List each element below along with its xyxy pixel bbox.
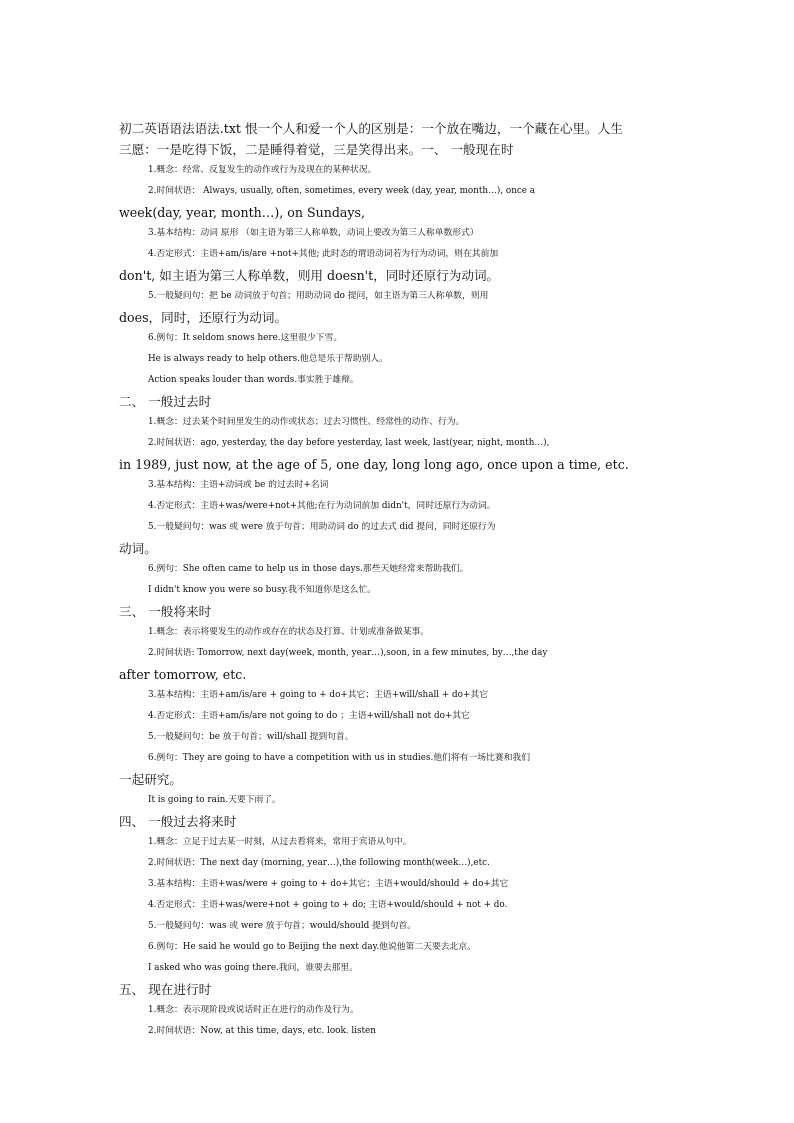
document-line: 动词。 <box>119 541 157 556</box>
document-line: Action speaks louder than words.事实胜于雄辩。 <box>148 375 359 385</box>
document-line: after tomorrow, etc. <box>119 667 247 682</box>
document-line: 3.基本结构：主语+was/were + going to + do+其它；主语+would/should + do+其它 <box>148 879 509 889</box>
document-line: 1.概念：过去某个时间里发生的动作或状态；过去习惯性、经常性的动作、行为。 <box>148 417 465 427</box>
document-line: 三愿：一是吃得下饭，二是睡得着觉，三是笑得出来。一、 一般现在时 <box>119 142 514 157</box>
document-line: 6.例句：He said he would go to Beijing the next day.他说他第二天要去北京。 <box>148 942 476 952</box>
document-line: 二、 一般过去时 <box>119 394 212 409</box>
document-line: 1.概念：表示将要发生的动作或存在的状态及打算、计划或准备做某事。 <box>148 627 430 637</box>
document-line: 6.例句：She often came to help us in those days.那些天她经常来帮助我们。 <box>148 564 469 574</box>
document-line: 3.基本结构：动词 原形 （如主语为第三人称单数，动词上要改为第三人称单数形式） <box>148 228 479 238</box>
document-line: 初二英语语法语法.txt 恨一个人和爱一个人的区别是：一个放在嘴边，一个藏在心里。人生 <box>119 121 623 136</box>
document-line: I didn't know you were so busy.我不知道你是这么忙。 <box>148 585 377 595</box>
document-line: 5.一般疑问句：was 或 were 放于句首；would/should 提到句首。 <box>148 921 417 931</box>
document-line: 3.基本结构：主语+动词或 be 的过去时+名词 <box>148 480 329 490</box>
document-line: 6.例句：They are going to have a competition with us in studies.他们将有一场比赛和我们 <box>148 753 531 763</box>
document-line: 5.一般疑问句：was 或 were 放于句首；用助动词 do 的过去式 did 提问，同时还原行为 <box>148 522 496 532</box>
document-line: 4.否定形式：主语+am/is/are not going to do ；主语+will/shall not do+其它 <box>148 711 470 721</box>
document-line: week(day, year, month…), on Sundays, <box>119 205 365 220</box>
document-line: 1.概念：表示现阶段或说话时正在进行的动作及行为。 <box>148 1005 359 1015</box>
document-line: 6.例句：It seldom snows here.这里很少下雪。 <box>148 333 343 343</box>
document-line: 2.时间状语：ago, yesterday, the day before yesterday, last week, last(year, night, month…), <box>148 438 550 448</box>
document-line: 2.时间状语: Tomorrow, next day(week, month, year…),soon, in a few minutes, by…,the day <box>148 648 548 658</box>
document-line: 2.时间状语： Always, usually, often, sometimes, every week (day, year, month…), once a <box>148 186 536 196</box>
document-line: 5.一般疑问句：be 放于句首；will/shall 提到句首。 <box>148 732 354 742</box>
document-line: 三、 一般将来时 <box>119 604 212 619</box>
document-line: 4.否定形式：主语+was/were+not+其他;在行为动词前加 didn't，同时还原行为动词。 <box>148 501 496 511</box>
document-line: 五、 现在进行时 <box>119 982 212 997</box>
document-line: 1.概念：立足于过去某一时刻，从过去看将来，常用于宾语从句中。 <box>148 837 412 847</box>
document-line: 一起研究。 <box>119 772 182 787</box>
document-line: 2.时间状语：The next day (morning, year…),the following month(week…),etc. <box>148 858 490 868</box>
document-line: 5.一般疑问句：把 be 动词放于句首；用助动词 do 提问，如主语为第三人称单数，则用 <box>148 291 489 301</box>
document-line: 4.否定形式：主语+was/were+not + going to + do; 主语+would/should + not + do. <box>148 900 508 910</box>
document-line: 2.时间状语：Now, at this time, days, etc. look. listen <box>148 1026 376 1036</box>
document-line: 1.概念：经常、反复发生的动作或行为及现在的某种状况。 <box>148 165 377 175</box>
document-line: 3.基本结构：主语+am/is/are + going to + do+其它；主语+will/shall + do+其它 <box>148 690 488 700</box>
document-line: 4.否定形式：主语+am/is/are +not+其他; 此时态的谓语动词若为行为动词，则在其前加 <box>148 249 499 259</box>
document-page <box>119 118 679 1042</box>
document-line: don't, 如主语为第三人称单数，则用 doesn't，同时还原行为动词。 <box>119 268 500 283</box>
document-line: 四、 一般过去将来时 <box>119 814 237 829</box>
document-line: in 1989, just now, at the age of 5, one day, long long ago, once upon a time, etc. <box>119 457 629 472</box>
document-line: I asked who was going there.我问，谁要去那里。 <box>148 963 358 973</box>
document-line: It is going to rain.天要下雨了。 <box>148 795 281 805</box>
document-line: does，同时，还原行为动词。 <box>119 310 288 325</box>
document-line: He is always ready to help others.他总是乐于帮助别人。 <box>148 354 388 364</box>
